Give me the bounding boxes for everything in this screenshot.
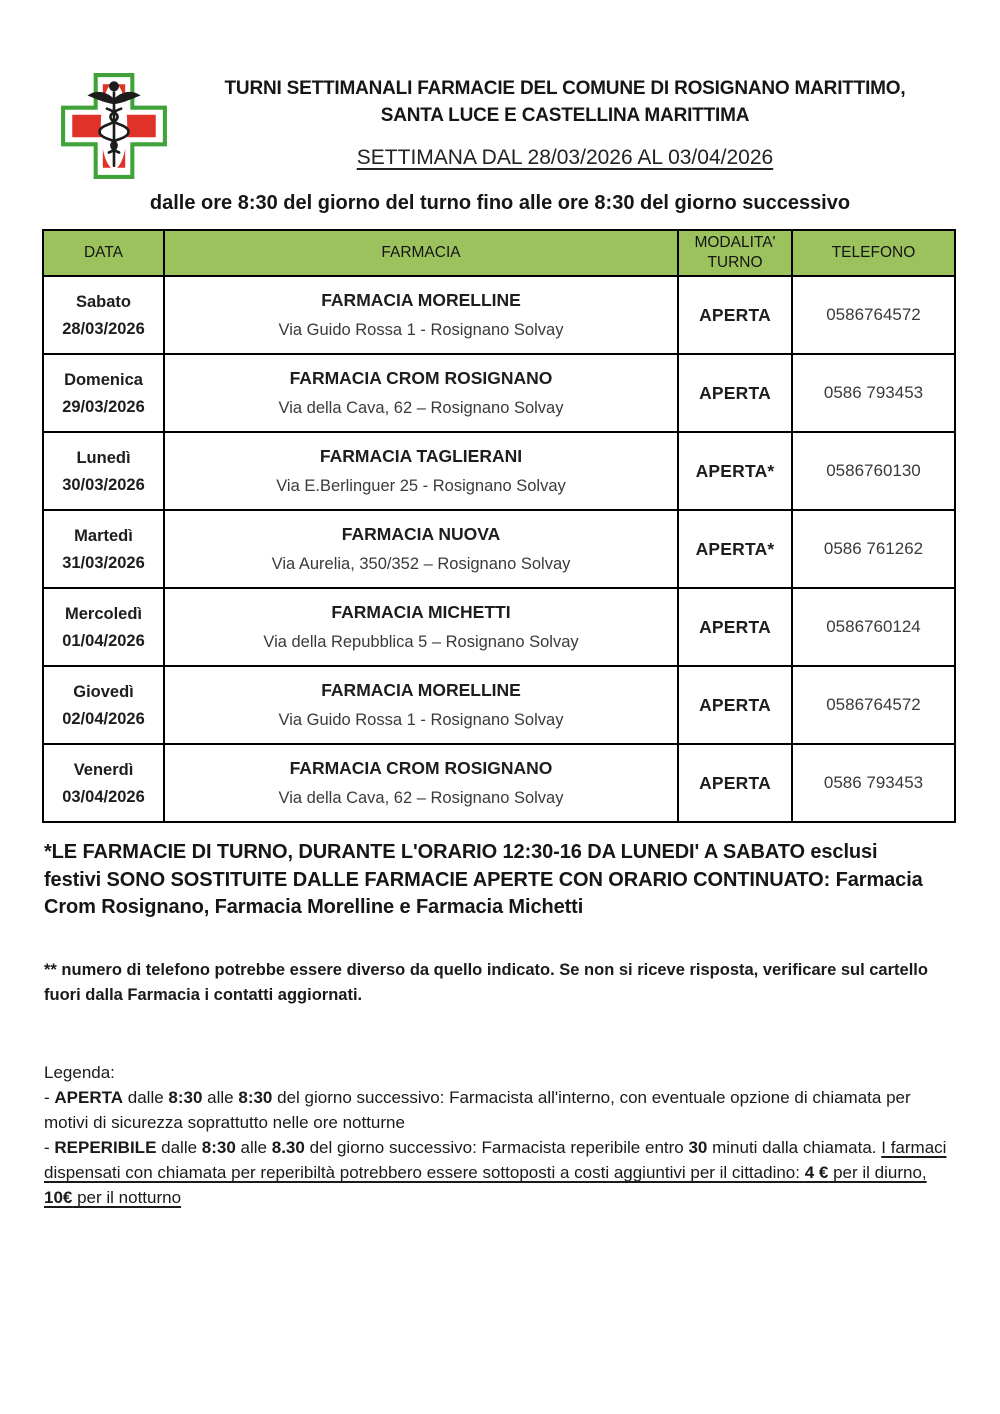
shift-hours-subtitle: dalle ore 8:30 del giorno del turno fino alle ore 8:30 del giorno successivo [149, 192, 851, 214]
table-row [43, 510, 955, 588]
row-day: Martedì [74, 526, 133, 545]
row-phone: 0586764572 [792, 666, 955, 744]
row-phone: 0586764572 [792, 276, 955, 354]
col-header-telefono: TELEFONO [792, 230, 955, 276]
row-pharmacy-name: FARMACIA NUOVA [341, 524, 501, 545]
col-header-data: DATA [43, 230, 164, 276]
row-shift-mode: APERTA* [678, 432, 792, 510]
row-date: 29/03/2026 [62, 397, 145, 416]
page-title-line2: SANTA LUCE E CASTELLINA MARITTIMA [380, 104, 750, 126]
legend-reperibile-line: - REPERIBILE dalle 8:30 alle 8.30 del giorno successivo: Farmacista reperibile entro 30 minuti dalla chiamata. I farmaci dispensati con chiamata per reperibiltà potrebbero essere sottoposti a costi aggiuntivi per il cittadino: 4 € per il diurno, 10€ per il notturno [44, 1138, 947, 1208]
row-phone: 0586 761262 [792, 510, 955, 588]
col-header-modalita-turno: MODALITA' TURNO [678, 230, 792, 276]
row-day: Lunedì [76, 448, 131, 467]
row-pharmacy-address: Via Aurelia, 350/352 – Rosignano Solvay [271, 555, 571, 574]
row-day: Giovedì [73, 682, 134, 701]
row-pharmacy-name: FARMACIA CROM ROSIGNANO [289, 758, 553, 779]
row-date: 02/04/2026 [62, 709, 145, 728]
row-date: 28/03/2026 [62, 319, 145, 338]
row-phone: 0586760130 [792, 432, 955, 510]
pharmacy-cross-logo-icon [58, 72, 170, 180]
col-header-farmacia: FARMACIA [164, 230, 678, 276]
row-day: Sabato [75, 292, 131, 311]
table-row [43, 432, 955, 510]
row-pharmacy-address: Via della Cava, 62 – Rosignano Solvay [278, 399, 564, 418]
pharmacy-schedule-table [42, 229, 956, 823]
table-row [43, 354, 955, 432]
row-day: Mercoledì [64, 604, 143, 623]
row-date: 01/04/2026 [62, 631, 145, 650]
week-range: SETTIMANA DAL 28/03/2026 AL 03/04/2026 [356, 145, 774, 169]
footnote-phone-warning: ** numero di telefono potrebbe essere diverso da quello indicato. Se non si riceve risposta, verificare sul cartello fuori dalla Farmacia i contatti aggiornati. [44, 961, 928, 1004]
page-title [170, 76, 960, 130]
row-pharmacy-address: Via Guido Rossa 1 - Rosignano Solvay [278, 711, 564, 730]
row-date: 31/03/2026 [62, 553, 145, 572]
row-pharmacy-name: FARMACIA MORELLINE [321, 680, 521, 701]
table-row [43, 666, 955, 744]
title-block [170, 72, 960, 170]
row-day: Venerdì [73, 760, 134, 779]
footnote-substitution: *LE FARMACIE DI TURNO, DURANTE L'ORARIO 12:30-16 DA LUNEDI' A SABATO esclusi festivi SONO SOSTITUITE DALLE FARMACIE APERTE CON ORARIO CONTINUATO: Farmacia Crom Rosignano, Farmacia Morelline e Farmacia Michetti [44, 841, 923, 919]
row-pharmacy-name: FARMACIA CROM ROSIGNANO [289, 368, 553, 389]
row-phone: 0586760124 [792, 588, 955, 666]
row-pharmacy-name: FARMACIA TAGLIERANI [319, 446, 523, 467]
row-pharmacy-name: FARMACIA MICHETTI [331, 602, 511, 623]
row-shift-mode: APERTA [678, 354, 792, 432]
row-day: Domenica [64, 370, 143, 389]
document-header [58, 72, 960, 180]
legend-aperta-line: - APERTA dalle 8:30 alle 8:30 del giorno successivo: Farmacista all'interno, con eventuale opzione di chiamata per motivi di sicurezza soprattutto nelle ore notturne [44, 1087, 911, 1132]
row-pharmacy-name: FARMACIA MORELLINE [321, 290, 521, 311]
row-shift-mode: APERTA [678, 588, 792, 666]
row-shift-mode: APERTA* [678, 510, 792, 588]
row-date: 03/04/2026 [62, 787, 145, 806]
legend-section [44, 1060, 958, 1211]
row-shift-mode: APERTA [678, 744, 792, 822]
row-phone: 0586 793453 [792, 744, 955, 822]
table-header-row [43, 230, 955, 276]
row-shift-mode: APERTA [678, 276, 792, 354]
row-pharmacy-address: Via E.Berlinguer 25 - Rosignano Solvay [276, 477, 566, 496]
page-title-line1: TURNI SETTIMANALI FARMACIE DEL COMUNE DI ROSIGNANO MARITTIMO, [224, 78, 906, 99]
row-phone: 0586 793453 [792, 354, 955, 432]
row-shift-mode: APERTA [678, 666, 792, 744]
table-row [43, 276, 955, 354]
row-pharmacy-address: Via Guido Rossa 1 - Rosignano Solvay [278, 321, 564, 340]
row-pharmacy-address: Via della Cava, 62 – Rosignano Solvay [278, 789, 564, 808]
schedule-body [43, 276, 955, 822]
row-date: 30/03/2026 [62, 475, 145, 494]
table-row [43, 744, 955, 822]
legend-heading: Legenda: [44, 1062, 115, 1082]
table-row [43, 588, 955, 666]
row-pharmacy-address: Via della Repubblica 5 – Rosignano Solvay [263, 633, 579, 652]
